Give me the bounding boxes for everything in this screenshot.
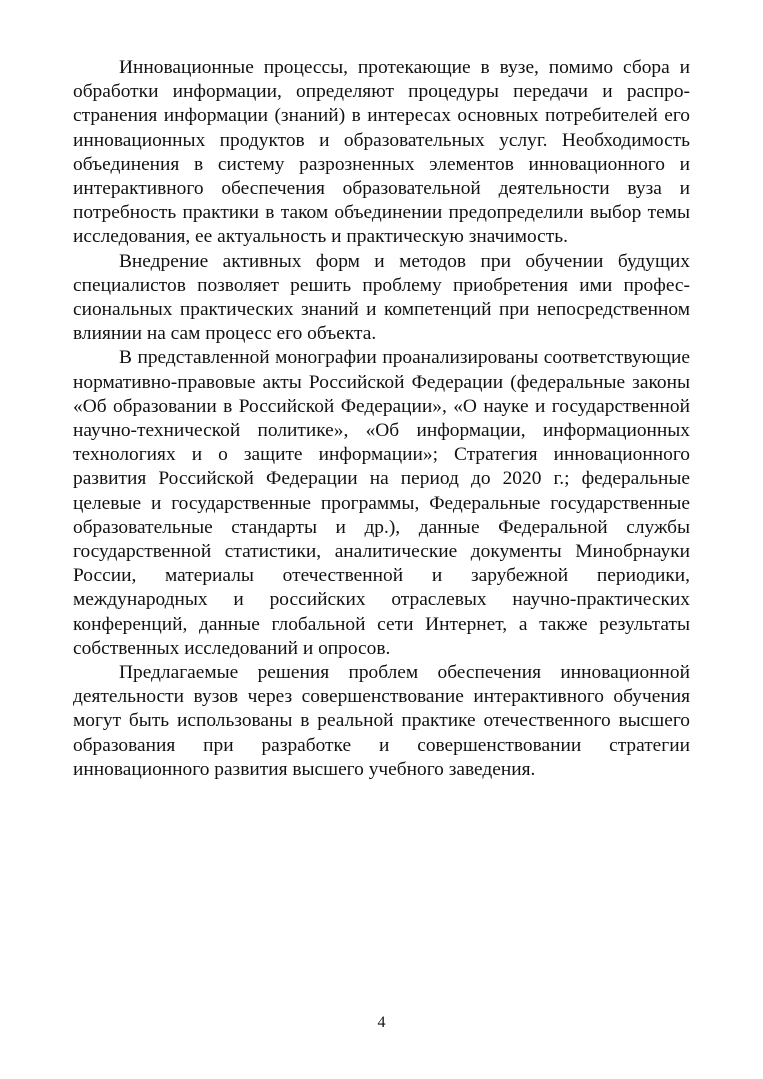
paragraph-proposed-solutions: Предлагаемые решения проблем обеспечения инновационной деятельности вузов через совершенствование интерактивного обучения могут быть использованы в реальной практике отечественного высшего образования при разработке и совершенствовании стратегии инновационного развития высшего учебного заведения. — [73, 662, 690, 780]
paragraph-active-methods: Внедрение активных форм и методов при обучении будущих специалистов позволяет решить проблему приобретения ими профессиональных практических знаний и компетенций при непосредственном влиянии на сам процесс его объекта. — [73, 250, 690, 345]
paragraph-innovation-processes: Инновационные процессы, протекающие в вузе, помимо сбора и обработки информации, определяют процедуры передачи и распространения информации (знаний) в интересах основных потребителей его инновационных продуктов и образовательных услуг. Необходимость объединения в систему разрозненных элементов инновационного и интерактивного обеспечения образовательной деятельности вуза и потребность практики в таком объединении предопределили выбор темы исследования, ее актуальность и практическую значимость. — [73, 57, 690, 248]
paragraph-monograph-sources: В представленной монографии проанализированы соответствующие нормативно-правовые акты Российской Федерации (федеральные законы «Об образовании в Российской Федерации», «О науке и государственной научно-технической политике», «Об информации, информационных технологиях и о защите информации»; Стратегия инновационного развития Российской Федерации на период до 2020 г.; федеральные целевые и государственные программы, Федеральные государственные образовательные стандарты и др.), данные Федеральной службы государственной статистики, аналитические документы Минобрнауки России, материалы отечественной и зарубежной периодики, международных и российских отраслевых научно-практических конференций, данные глобальной сети Интернет, а также результаты собственных исследований и опросов. — [73, 347, 690, 659]
page-number: 4 — [377, 1014, 386, 1031]
page-body — [73, 56, 690, 782]
